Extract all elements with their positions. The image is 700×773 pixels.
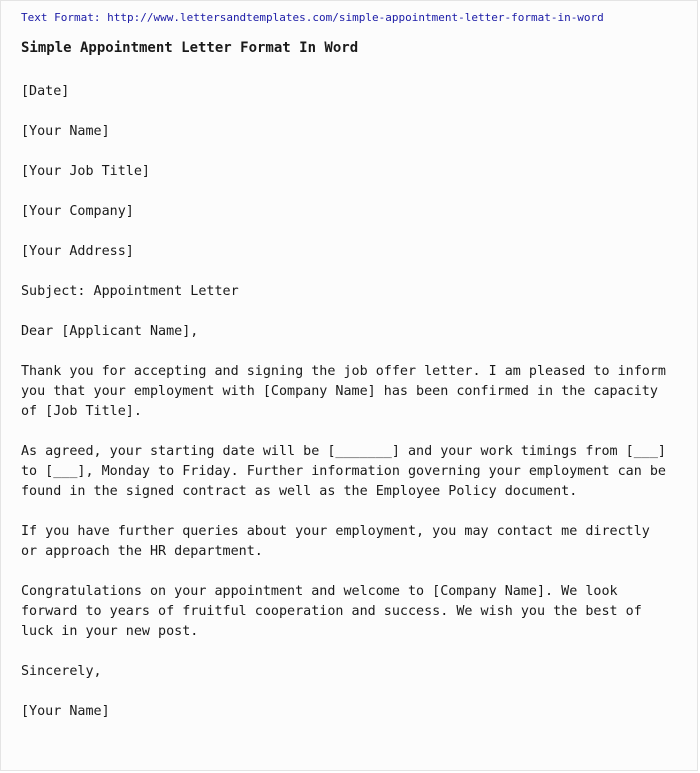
letter-paragraph-2: As agreed, your starting date will be [_______] and your work timings from [___] to [___], Monday to Friday. Further information governing your employment can be found in the signed contract as well as the Employee Policy document.: [21, 444, 666, 499]
letter-body: [21, 82, 671, 742]
recipient-company: [Your Company]: [21, 204, 134, 219]
letter-date: [Date]: [21, 84, 70, 99]
letter-paragraph-4: Congratulations on your appointment and welcome to [Company Name]. We look forward to years of fruitful cooperation and success. We wish you the best of luck in your new post.: [21, 584, 642, 639]
source-label: Text Format:: [21, 11, 101, 24]
recipient-job-title: [Your Job Title]: [21, 164, 150, 179]
source-line: [21, 11, 604, 24]
letter-salutation: Dear [Applicant Name],: [21, 324, 199, 339]
letter-paragraph-1: Thank you for accepting and signing the job offer letter. I am pleased to inform you that your employment with [Company Name] has been confirmed in the capacity of [Job Title].: [21, 364, 666, 419]
source-url-link[interactable]: http://www.lettersandtemplates.com/simple-appointment-letter-format-in-word: [107, 11, 604, 24]
recipient-address: [Your Address]: [21, 244, 134, 259]
letter-subject: Subject: Appointment Letter: [21, 284, 239, 299]
letter-paragraph-3: If you have further queries about your employment, you may contact me directly or approach the HR department.: [21, 524, 650, 559]
document-title: Simple Appointment Letter Format In Word: [21, 40, 359, 56]
recipient-name: [Your Name]: [21, 124, 110, 139]
letter-signature: [Your Name]: [21, 704, 110, 719]
letter-closing: Sincerely,: [21, 664, 102, 679]
